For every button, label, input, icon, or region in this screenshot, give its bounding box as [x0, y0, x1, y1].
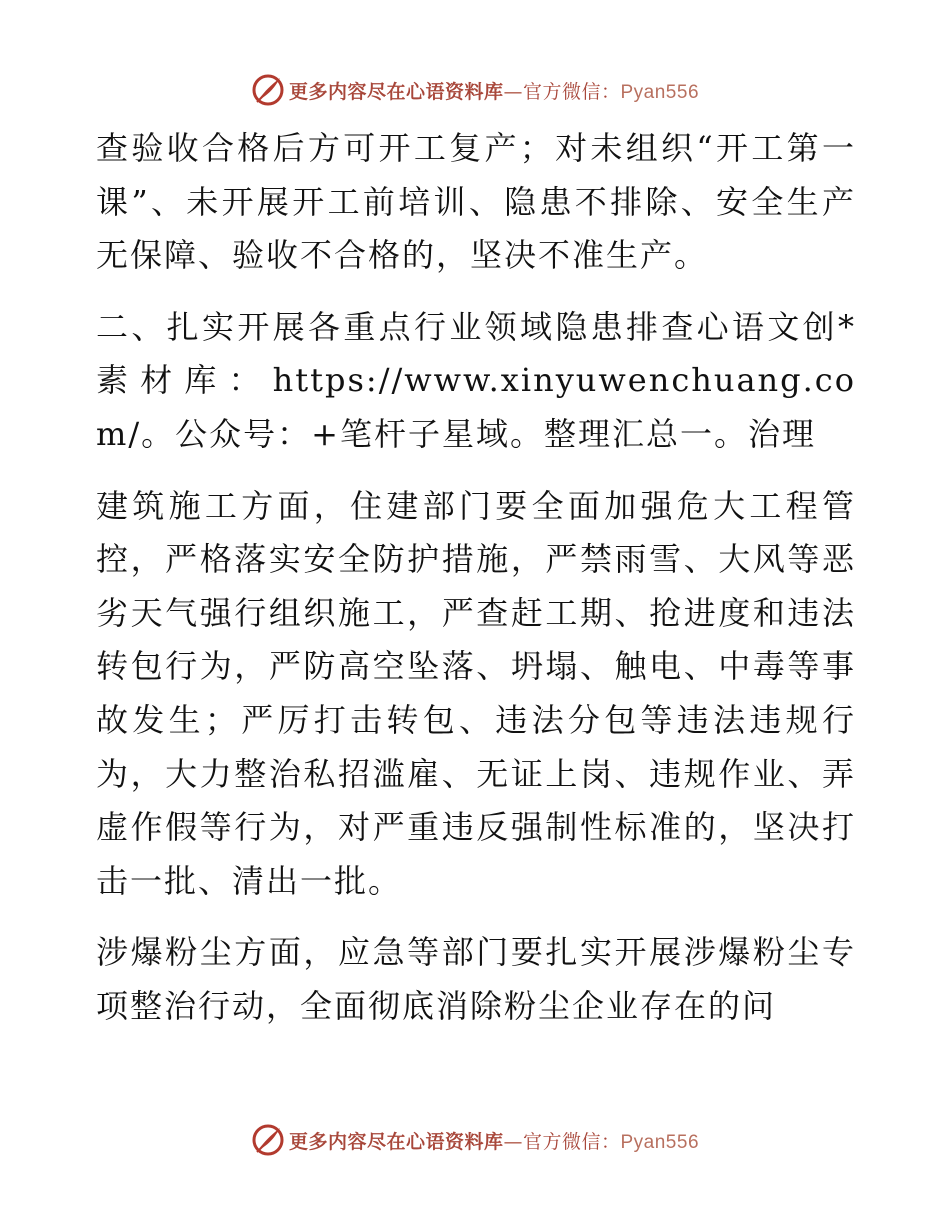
header-watermark-banner: [0, 70, 950, 110]
paragraph-3: 建筑施工方面，住建部门要全面加强危大工程管控，严格落实安全防护措施，严禁雨雪、大风等恶劣天气强行组织施工，严查赶工期、抢进度和违法转包行为，严防高空坠落、坍塌、触电、中毒等事故发生；严厉打击转包、违法分包等违法违规行为，大力整治私招滥雇、无证上岗、违规作业、弄虚作假等行为，对严重违反强制性标准的，坚决打击一批、清出一批。: [96, 486, 856, 900]
footer-watermark-text: [289, 1127, 699, 1154]
footer-wechat-id: Pyan556: [620, 1131, 700, 1153]
footer-brand-text: 更多内容尽在心语资料库: [288, 1130, 504, 1153]
paragraph-4: 涉爆粉尘方面，应急等部门要扎实开展涉爆粉尘专项整治行动，全面彻底消除粉尘企业存在的问: [96, 933, 856, 1025]
document-body: [96, 122, 856, 1034]
header-wechat-id: Pyan556: [620, 81, 700, 103]
footer-wechat-label: 官方微信：: [522, 1130, 621, 1153]
header-dash: —: [503, 80, 523, 103]
paragraph-2-heading: 二、扎实开展各重点行业领域隐患排查心语文创*素材库：https://www.xinyuwenchuang.com/。公众号：+笔杆子星域。整理汇总一。治理: [96, 307, 856, 453]
footer-watermark-banner: [0, 1120, 950, 1160]
footer-dash: —: [503, 1130, 523, 1153]
feather-logo-icon: [251, 1123, 285, 1157]
feather-logo-icon: [251, 73, 285, 107]
paragraph-1: 查验收合格后方可开工复产；对未组织“开工第一课”、未开展开工前培训、隐患不排除、安全生产无保障、验收不合格的，坚决不准生产。: [96, 129, 856, 275]
header-brand-text: 更多内容尽在心语资料库: [288, 80, 504, 103]
header-wechat-label: 官方微信：: [522, 80, 621, 103]
header-watermark-text: [289, 77, 699, 104]
